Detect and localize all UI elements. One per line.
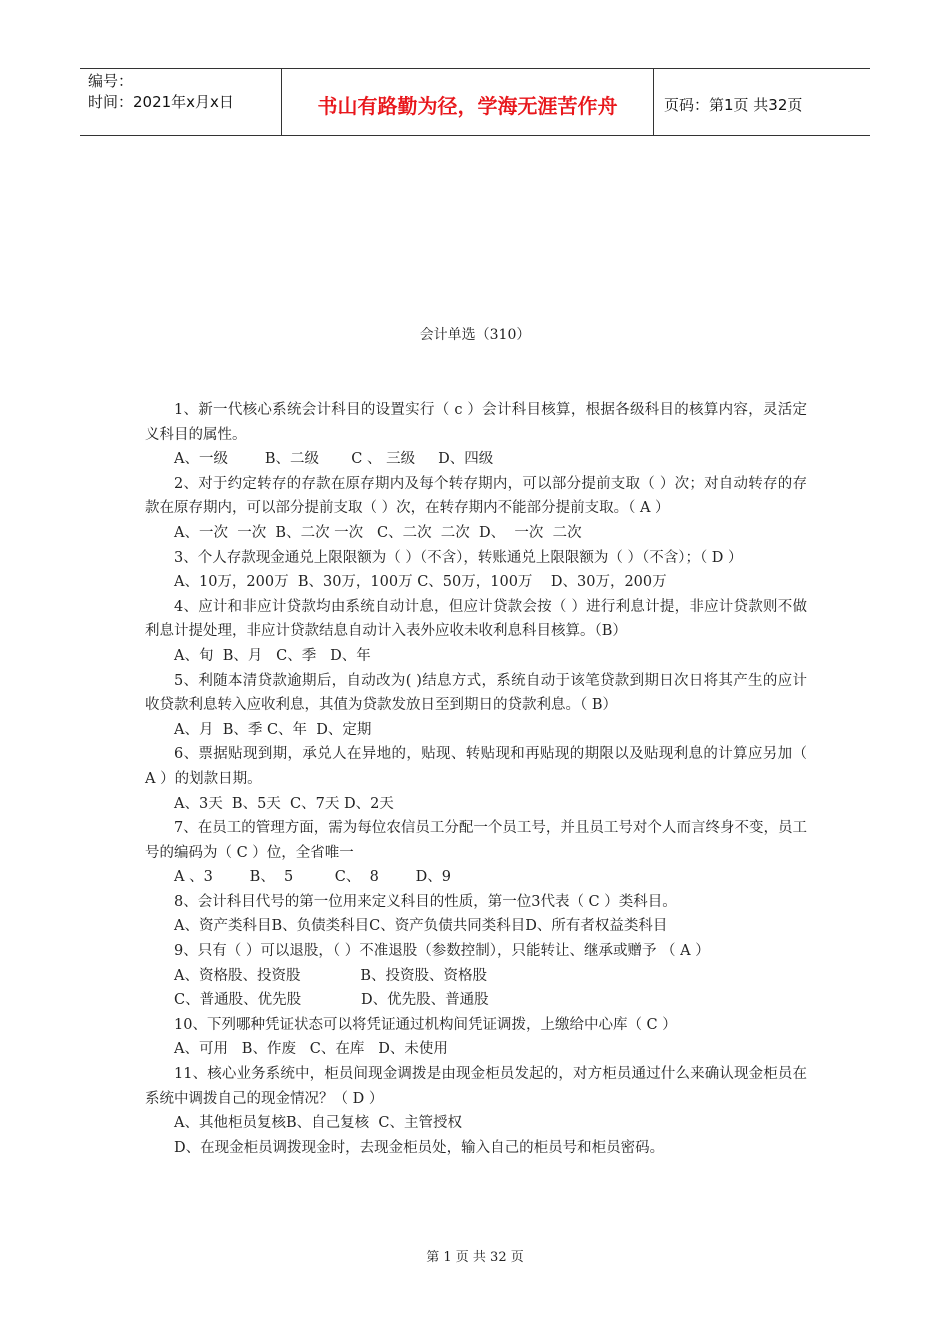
question-text: 10、下列哪种凭证状态可以将凭证通过机构间凭证调拨，上缴给中心库（ C ） [174, 1016, 677, 1033]
question-text: 3、个人存款现金通兑上限限额为（ ）（不含），转账通兑上限限额为（ ）（不含）；（ D ） [174, 549, 743, 566]
question-text: 6、票据贴现到期，承兑人在异地的，贴现、转贴现和再贴现的期限以及贴现利息的计算应另加（ A ）的划款日期。 [145, 746, 807, 787]
question-text: 2、对于约定转存的存款在原存期内及每个转存期内，可以部分提前支取（ ）次；对自动转存的存款在原存期内，可以部分提前支取（ ）次，在转存期内不能部分提前支取。（ A ） [145, 475, 807, 517]
question-list [145, 398, 807, 1160]
answer-options: A 、3 B、 5 C、 8 D、9 [174, 869, 452, 886]
question-text: 1、新一代核心系统会计科目的设置实行（ c ）会计科目核算，根据各级科目的核算内容，灵活定义科目的属性。 [145, 402, 807, 443]
question-text: 7、在员工的管理方面，需为每位农信员工分配一个员工号，并且员工号对个人而言终身不变，员工号的编码为（ C ）位，全省唯一 [145, 820, 807, 861]
answer-options: A、一级 B、二级 C 、 三级 D、四级 [174, 451, 494, 468]
header-motto: 书山有路勤为径，学海无涯苦作舟 [282, 69, 654, 135]
answer-options: A、3天 B、5天 C、7天 D、2天 [174, 795, 394, 812]
answer-options: A、可用 B、作废 C、在库 D、未使用 [174, 1041, 448, 1058]
answer-options: A、资产类科目B、负债类科目C、资产负债共同类科目D、所有者权益类科目 [174, 918, 668, 935]
answer-options: A、月 B、季 C、年 D、定期 [174, 721, 372, 738]
header-meta [80, 69, 282, 135]
question-text: 4、应计和非应计贷款均由系统自动计息，但应计贷款会按（ ）进行利息计提，非应计贷款则不做利息计提处理，非应计贷款结息自动计入表外应收未收利息科目核算。（B） [145, 598, 807, 640]
question-text: 8、会计科目代号的第一位用来定义科目的性质，第一位3代表（ C ）类科目。 [174, 893, 677, 910]
question-text: 11、核心业务系统中，柜员间现金调拨是由现金柜员发起的，对方柜员通过什么来确认现金柜员在系统中调拨自己的现金情况？（ D ） [145, 1066, 807, 1107]
page-footer: 第 1 页 共 32 页 [426, 1250, 524, 1265]
page-header [80, 68, 870, 136]
answer-options: A、10万，200万 B、30万，100万 C、50万，100万 D、30万，200万 [174, 574, 667, 591]
number-label: 编号： [88, 72, 134, 90]
time-label: 时间：2021年x月x日 [88, 93, 234, 111]
question-text: 9、只有（ ）可以退股，（ ）不准退股（参数控制），只能转让、继承或赠予 （ A ） [174, 943, 710, 960]
answer-options: A、旬 B、月 C、季 D、年 [174, 647, 371, 664]
answer-options: C、普通股、优先股 D、优先股、普通股 [174, 992, 489, 1009]
document-title: 会计单选（310） [419, 327, 531, 343]
answer-options: A、资格股、投资股 B、投资股、资格股 [174, 967, 488, 984]
answer-options: A、其他柜员复核B、自己复核 C、主管授权 [174, 1115, 462, 1132]
header-page-info: 页码：第1页 共32页 [664, 95, 803, 114]
question-text: 5、利随本清贷款逾期后，自动改为( )结息方式，系统自动于该笔贷款到期日次日将其产生的应计收贷款利息转入应收利息，其值为贷款发放日至到期日的贷款利息。（ B） [145, 672, 807, 714]
answer-options: D、在现金柜员调拨现金时，去现金柜员处，输入自己的柜员号和柜员密码。 [174, 1139, 665, 1156]
answer-options: A、一次 一次 B、二次 一次 C、二次 二次 D、 一次 二次 [174, 524, 582, 541]
